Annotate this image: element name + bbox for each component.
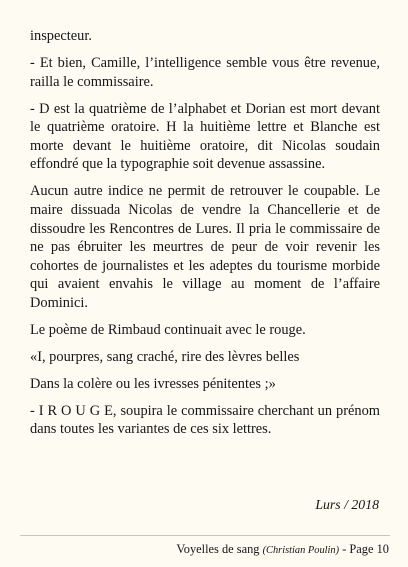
paragraph-final-dialogue: - I R O U G E, soupira le commissaire cherchant un prénom dans toutes les variantes de ces six lettres. xyxy=(30,402,380,438)
footer-book-title: Voyelles de sang xyxy=(176,542,260,556)
paragraph-narration: Aucun autre indice ne permit de retrouver le coupable. Le maire dissuada Nicolas de vendre la Chancellerie et de dissoudre les Rencontres de Lures. Il pria le commissaire de ne pas ébruiter les meurtres de peur de voir revenir les cohortes de journalistes et les adeptes du tourisme morbide qui avaient envahis le village au moment de l’affaire Dominici. xyxy=(30,183,380,311)
paragraph-continuation: inspecteur. xyxy=(30,28,92,44)
paragraph-rimbaud-intro: Le poème de Rimbaud continuait avec le rouge. xyxy=(30,321,306,338)
footer-divider xyxy=(20,535,390,536)
paragraph-dialogue-nicolas: - D est la quatrième de l’alphabet et Dorian est mort devant le quatrième oratoire. H la huitième lettre et Blanche est morte devant le huitième oratoire, dit Nicolas soudain effondré que la typographie soit devenue assassine. xyxy=(30,100,380,173)
footer-page-number: - Page 10 xyxy=(342,542,389,556)
body-text xyxy=(30,27,380,447)
page-footer xyxy=(176,542,389,557)
signature: Lurs / 2018 xyxy=(315,497,379,512)
paragraph-dialogue-camille: - Et bien, Camille, l’intelligence semble vous être revenue, railla le commissaire. xyxy=(30,54,380,90)
poem-line-1: «I, pourpres, sang craché, rire des lèvres belles xyxy=(30,348,300,365)
footer-author: (Christian Poulin) xyxy=(262,545,340,556)
poem-line-2: Dans la colère ou les ivresses pénitentes ;» xyxy=(30,375,276,392)
